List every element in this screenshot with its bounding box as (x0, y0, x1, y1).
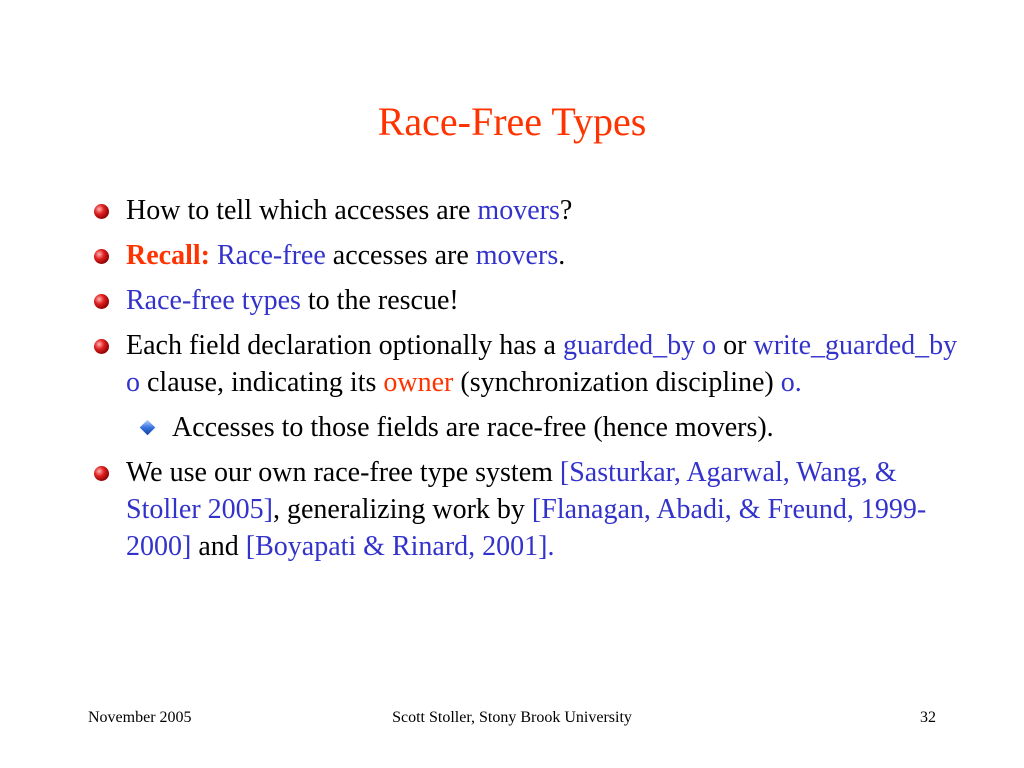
bullet-1-end: ? (559, 195, 573, 226)
bullet-5-text-a: We use our own race-free type system (126, 457, 560, 488)
bullet-list (90, 192, 960, 573)
bullet-2-recall: Recall: (126, 240, 210, 271)
bullet-4-owner: owner (383, 367, 454, 398)
red-ball-bullet-icon (94, 294, 109, 309)
bullet-4-text-b: clause, indicating its (140, 367, 384, 398)
bullet-4-text-a: Each field declaration optionally has a (126, 330, 563, 361)
bullet-4-write-guarded-by: write_guarded_by o (126, 330, 958, 398)
sub-bullet-item-1 (90, 409, 960, 446)
bullet-4-text-c: (synchronization discipline) (453, 367, 781, 398)
bullet-5-citation-boyapati: [Boyapati & Rinard, 2001]. (245, 531, 555, 562)
bullet-1-movers: movers (477, 195, 560, 226)
bullet-2-race-free: Race-free (216, 240, 326, 271)
bullet-5-text-b: , generalizing work by (273, 494, 532, 525)
red-ball-bullet-icon (94, 339, 109, 354)
footer-date: November 2005 (88, 709, 192, 726)
red-ball-bullet-icon (94, 249, 109, 264)
bullet-item-3 (90, 282, 960, 319)
slide-title: Race-Free Types (377, 99, 647, 144)
footer-author: Scott Stoller, Stony Brook University (392, 709, 632, 726)
bullet-4-guarded-by: guarded_by o (562, 330, 717, 361)
bullet-5-citation-sasturkar: [Sasturkar, Agarwal, Wang, & Stoller 2005] (126, 457, 897, 525)
bullet-4-o: o. (780, 367, 802, 398)
bullet-4-or: or (716, 330, 754, 361)
bullet-item-4 (90, 327, 960, 401)
bullet-2-text: accesses are (325, 240, 476, 271)
bullet-2-end: . (558, 240, 566, 271)
bullet-5-citation-flanagan: [Flanagan, Abadi, & Freund, 1999-2000] (126, 494, 927, 562)
red-ball-bullet-icon (94, 204, 109, 219)
bullet-item-2 (90, 237, 960, 274)
sub-bullet-1-text: Accesses to those fields are race-free (hence movers). (172, 412, 774, 443)
bullet-3-text: to the rescue! (300, 285, 459, 316)
blue-diamond-bullet-icon (140, 420, 156, 436)
bullet-item-1 (90, 192, 960, 229)
red-ball-bullet-icon (94, 466, 109, 481)
bullet-2-movers: movers (475, 240, 559, 271)
bullet-3-race-free-types: Race-free types (126, 285, 301, 316)
bullet-5-and: and (191, 531, 246, 562)
bullet-item-5 (90, 454, 960, 565)
footer-page-number: 32 (920, 709, 936, 726)
bullet-1-text: How to tell which accesses are (126, 195, 478, 226)
